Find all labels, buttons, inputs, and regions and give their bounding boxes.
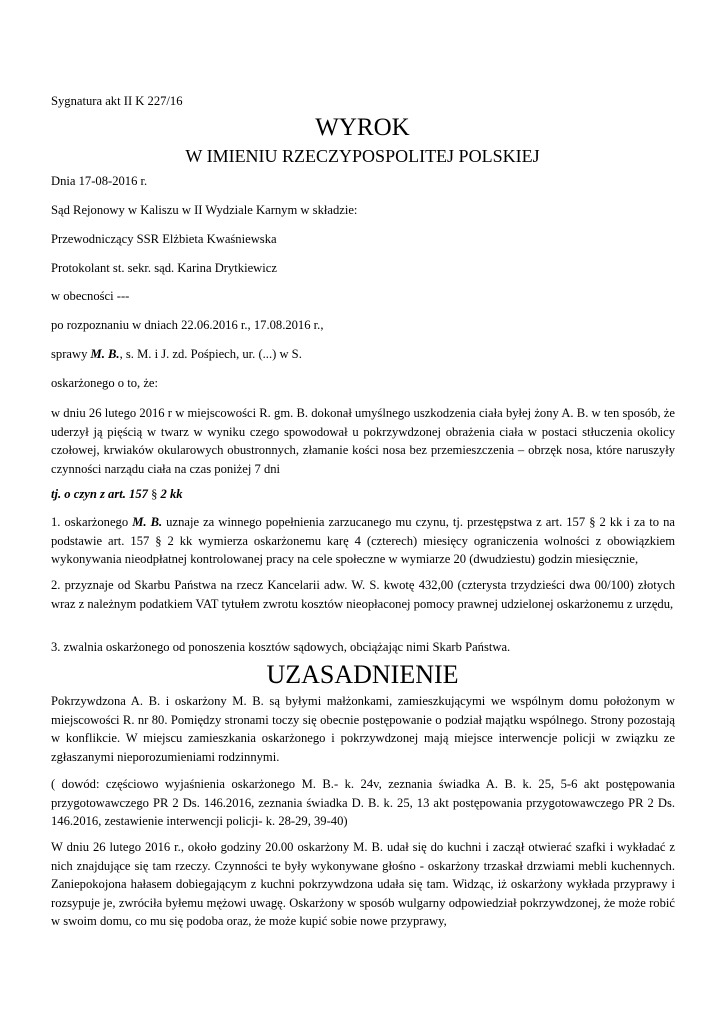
- verdict-point-3: 3. zwalnia oskarżonego od ponoszenia kosztów sądowych, obciążając nimi Skarb Państwa.: [51, 640, 511, 654]
- evidence-paragraph: ( dowód: częściowo wyjaśnienia oskarżonego M. B.- k. 24v, zeznania świadka A. B. k. 25, 5-6 akt postępowania przygotowawczego PR 2 Ds. 146.2016, zeznania świadka D. B. k. 25, 13 akt postępowania przygotowawczego PR 2 Ds. 146.2016, zestawienie interwencji policji- k. 28-29, 39-40): [51, 777, 675, 828]
- accused-of-label: oskarżonego o to, że:: [51, 376, 159, 390]
- case-signature: Sygnatura akt II K 227/16: [51, 94, 183, 108]
- legal-article: [51, 486, 183, 502]
- charge-paragraph: w dniu 26 lutego 2016 r w miejscowości R. gm. B. dokonał umyślnego uszkodzenia ciała byłej żony A. B. w ten sposób, że uderzył ją pięścią w twarz w wyniku czego spowodował u pokrzywdzonej obrażenia ciała w postaci stłuczenia okolicy czołowej, krwiaków okularowych obustronnych, złamanie kości nosa bez przemieszczenia – obrzęk nosa, które naruszyły czynności narządu ciała na czas poniżej 7 dni: [51, 406, 675, 476]
- case-party: [51, 346, 302, 362]
- verdict-point-2: 2. przyznaje od Skarbu Państwa na rzecz Kancelarii adw. W. S. kwotę 432,00 (czterysta trzydzieści dwa 00/100) złotych wraz z należnym podatkiem VAT tytułem zwrotu kosztów nieopłaconej pomocy prawnej udzielonej oskarżonemu z urzędu,: [51, 578, 675, 611]
- document-title: WYROK: [315, 114, 410, 141]
- court-name: Sąd Rejonowy w Kaliszu w II Wydziale Karnym w składzie:: [51, 203, 358, 217]
- verdict-date: Dnia 17-08-2016 r.: [51, 174, 148, 188]
- verdict-point-1: [51, 513, 675, 569]
- section-symbol: §: [151, 487, 158, 501]
- accused-name: M. B.: [90, 347, 120, 361]
- verdict-point-1-pre: 1. oskarżonego: [51, 515, 133, 529]
- hearing-dates: po rozpoznaniu w dniach 22.06.2016 r., 17.08.2016 r.,: [51, 318, 324, 332]
- case-prefix: sprawy: [51, 347, 91, 361]
- presence-line: w obecności ---: [51, 289, 130, 303]
- article-suffix: 2 kk: [157, 487, 183, 501]
- case-details: , s. M. i J. zd. Pośpiech, ur. (...) w S.: [119, 347, 302, 361]
- presiding-judge: Przewodniczący SSR Elżbieta Kwaśniewska: [51, 232, 277, 246]
- verdict-point-1-text: uznaje za winnego popełnienia zarzucanego mu czynu, tj. przestępstwa z art. 157 § 2 kk i za to na podstawie art. 157 § 2 kk wymierza oskarżonemu karę 4 (czterech) miesięcy ograniczenia wolności z obowiązkiem wykonywania nieodpłatnej kontrolowanej pracy na cele społeczne w wymiarze 20 (dwudziestu) godzin miesięcznie,: [51, 515, 676, 566]
- justification-paragraph-2: W dniu 26 lutego 2016 r., około godziny 20.00 oskarżony M. B. udał się do kuchni i zaczął otwierać szafki i wykładać z nich znajdujące się tam rzeczy. Czynności te były wykonywane głośno - oskarżony trzaskał drzwiami mebli kuchennych. Zaniepokojona hałasem dobiegającym z kuchni pokrzywdzona udała się tam. Widząc, iż oskarżony wykłada przyprawy i rozsypuje je, zwróciła byłemu mężowi uwagę. Oskarżony w sposób wulgarny odpowiedział pokrzywdzonej, że może robić w swoim domu, co mu się podoba oraz, że może kupić sobie nowe przyprawy,: [51, 840, 675, 928]
- justification-title: UZASADNIENIE: [266, 660, 459, 689]
- verdict-point-1-name: M. B.: [132, 515, 163, 529]
- article-prefix: tj. o czyn z art. 157: [51, 487, 152, 501]
- justification-paragraph-1: Pokrzywdzona A. B. i oskarżony M. B. są byłymi małżonkami, zamieszkującymi we wspólnym domu położonym w miejscowości R. nr 80. Pomiędzy stronami toczy się obecnie postępowanie o podział majątku wspólnego. Strony pozostają w konflikcie. W miejscu zamieszkania oskarżonego i pokrzywdzonej mają miejsce interwencje policji w związku ze zgłaszanymi nieporozumieniami rodzinnymi.: [51, 694, 675, 764]
- court-clerk: Protokolant st. sekr. sąd. Karina Drytkiewicz: [51, 261, 277, 275]
- document-subtitle: W IMIENIU RZECZYPOSPOLITEJ POLSKIEJ: [185, 146, 540, 166]
